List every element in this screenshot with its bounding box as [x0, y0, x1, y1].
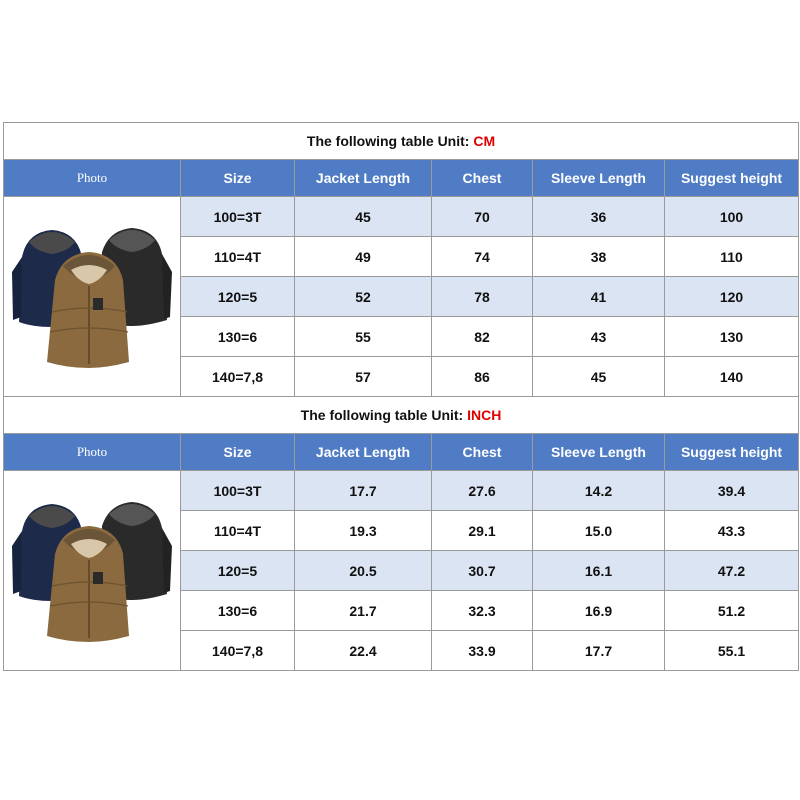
table-row: [4, 471, 799, 511]
header-jacket-length: Jacket Length: [295, 160, 432, 197]
cell-size: 120=5: [181, 277, 295, 317]
cell-sleeve-length: 36: [533, 197, 665, 237]
cell-size: 130=6: [181, 591, 295, 631]
cm-title-prefix: The following table Unit:: [306, 133, 474, 149]
cell-jacket-length: 45: [295, 197, 432, 237]
cell-size: 110=4T: [181, 237, 295, 277]
cell-suggest-height: 140: [665, 357, 799, 397]
cell-jacket-length: 49: [295, 237, 432, 277]
size-chart: [3, 122, 798, 671]
cell-size: 100=3T: [181, 197, 295, 237]
cell-size: 140=7,8: [181, 357, 295, 397]
cell-jacket-length: 19.3: [295, 511, 432, 551]
header-sleeve-length: Sleeve Length: [533, 160, 665, 197]
cell-sleeve-length: 17.7: [533, 631, 665, 671]
cell-suggest-height: 47.2: [665, 551, 799, 591]
cell-jacket-length: 52: [295, 277, 432, 317]
cell-chest: 30.7: [432, 551, 533, 591]
inch-table-title: [4, 397, 799, 434]
cell-sleeve-length: 16.9: [533, 591, 665, 631]
cell-sleeve-length: 16.1: [533, 551, 665, 591]
header-jacket-length: Jacket Length: [295, 434, 432, 471]
header-sleeve-length: Sleeve Length: [533, 434, 665, 471]
cell-jacket-length: 20.5: [295, 551, 432, 591]
cell-chest: 74: [432, 237, 533, 277]
cm-table-title: [4, 123, 799, 160]
cell-chest: 33.9: [432, 631, 533, 671]
cell-jacket-length: 57: [295, 357, 432, 397]
header-size: Size: [181, 434, 295, 471]
cm-header-row: [4, 160, 799, 197]
header-chest: Chest: [432, 160, 533, 197]
cm-unit: CM: [473, 133, 496, 149]
cell-jacket-length: 55: [295, 317, 432, 357]
cell-suggest-height: 43.3: [665, 511, 799, 551]
cell-sleeve-length: 43: [533, 317, 665, 357]
cell-jacket-length: 21.7: [295, 591, 432, 631]
header-suggest-height: Suggest height: [665, 434, 799, 471]
cell-suggest-height: 120: [665, 277, 799, 317]
inch-title-prefix: The following table Unit:: [300, 407, 468, 423]
kids-hooded-jackets-icon: [7, 202, 177, 392]
cell-sleeve-length: 15.0: [533, 511, 665, 551]
kids-hooded-jackets-icon: [7, 476, 177, 666]
cell-chest: 86: [432, 357, 533, 397]
size-table: [3, 122, 799, 671]
header-suggest-height: Suggest height: [665, 160, 799, 197]
header-photo: Photo: [4, 434, 181, 471]
cell-chest: 29.1: [432, 511, 533, 551]
cell-chest: 78: [432, 277, 533, 317]
cell-suggest-height: 130: [665, 317, 799, 357]
header-chest: Chest: [432, 434, 533, 471]
jacket-photo: [4, 197, 181, 397]
cell-suggest-height: 51.2: [665, 591, 799, 631]
cell-size: 130=6: [181, 317, 295, 357]
cell-sleeve-length: 14.2: [533, 471, 665, 511]
jacket-photo: [4, 471, 181, 671]
cell-suggest-height: 100: [665, 197, 799, 237]
cell-size: 110=4T: [181, 511, 295, 551]
cell-chest: 32.3: [432, 591, 533, 631]
cell-sleeve-length: 38: [533, 237, 665, 277]
cell-size: 140=7,8: [181, 631, 295, 671]
inch-header-row: [4, 434, 799, 471]
cell-sleeve-length: 41: [533, 277, 665, 317]
header-photo: Photo: [4, 160, 181, 197]
inch-unit: INCH: [467, 407, 502, 423]
cell-suggest-height: 110: [665, 237, 799, 277]
cell-chest: 70: [432, 197, 533, 237]
table-row: [4, 197, 799, 237]
cell-chest: 27.6: [432, 471, 533, 511]
cell-size: 100=3T: [181, 471, 295, 511]
cell-jacket-length: 22.4: [295, 631, 432, 671]
cell-size: 120=5: [181, 551, 295, 591]
cell-chest: 82: [432, 317, 533, 357]
cell-jacket-length: 17.7: [295, 471, 432, 511]
header-size: Size: [181, 160, 295, 197]
cell-suggest-height: 55.1: [665, 631, 799, 671]
cell-suggest-height: 39.4: [665, 471, 799, 511]
cell-sleeve-length: 45: [533, 357, 665, 397]
